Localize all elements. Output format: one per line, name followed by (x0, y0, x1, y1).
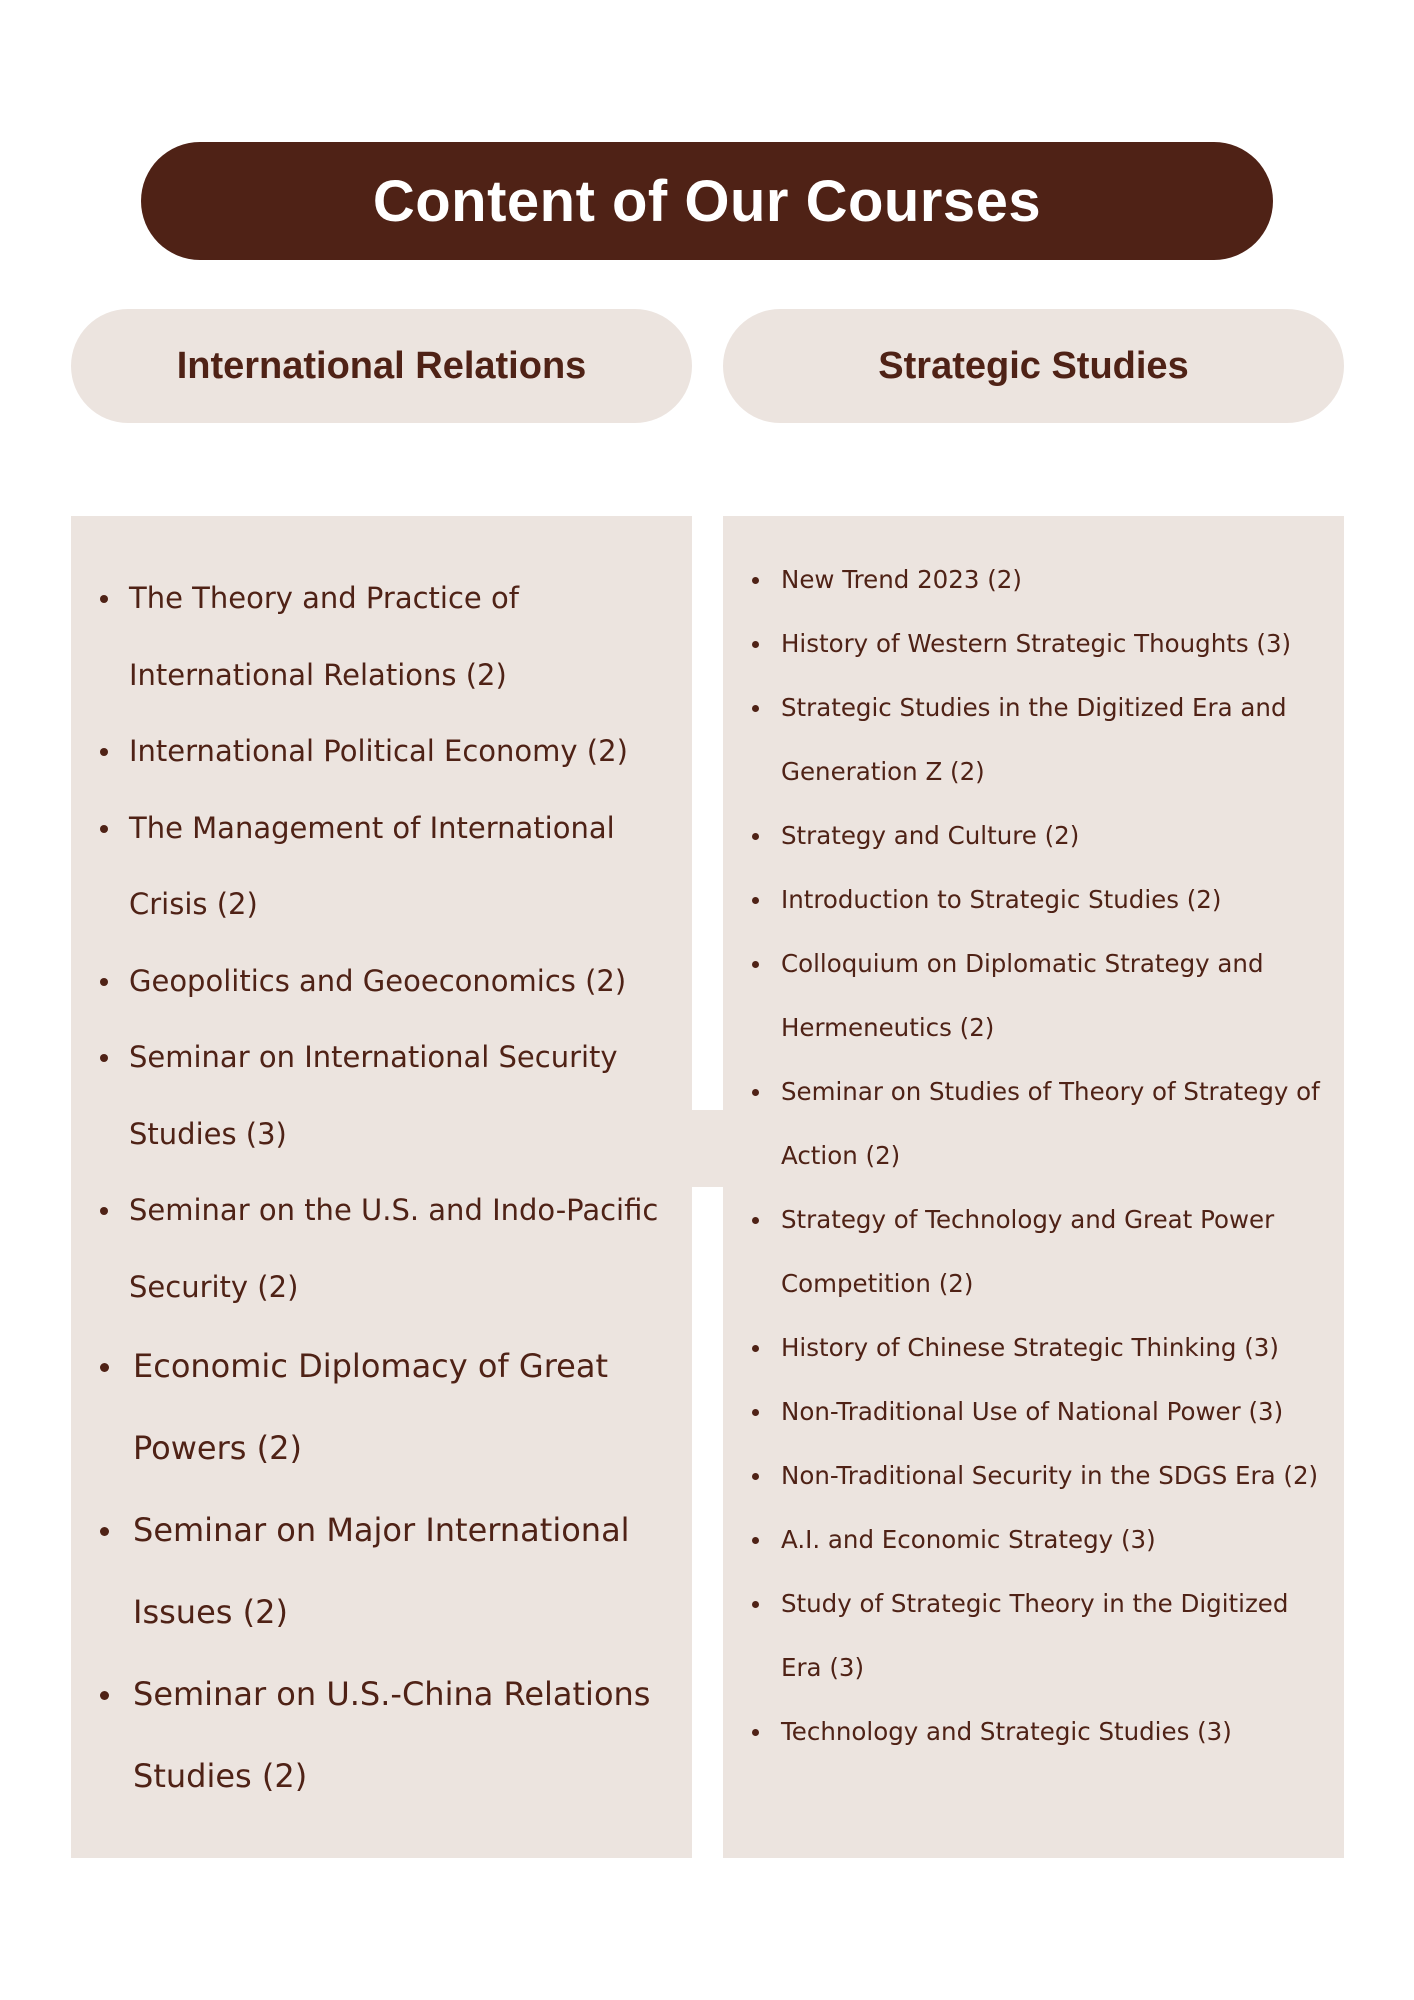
international-relations-course-list (129, 560, 674, 1817)
course-item: The Management of International Crisis (2) (129, 790, 674, 943)
course-item: Non-Traditional Use of National Power (3) (781, 1380, 1326, 1444)
panel-connector (692, 1110, 723, 1187)
title-banner (141, 142, 1273, 260)
column-heading: International Relations (176, 344, 587, 387)
course-item: Geopolitics and Geoeconomics (2) (129, 943, 674, 1020)
course-item: Seminar on U.S.-China Relations Studies (2) (129, 1653, 674, 1817)
course-item: Strategy of Technology and Great Power Competition (2) (781, 1188, 1326, 1316)
course-item: Seminar on the U.S. and Indo-Pacific Security (2) (129, 1172, 674, 1325)
course-item: Study of Strategic Theory in the Digitized Era (3) (781, 1572, 1326, 1700)
course-item: Technology and Strategic Studies (3) (781, 1700, 1326, 1764)
page-title: Content of Our Courses (372, 168, 1042, 234)
course-item: A.I. and Economic Strategy (3) (781, 1508, 1326, 1572)
strategic-studies-panel (723, 516, 1344, 1858)
course-item: The Theory and Practice of International Relations (2) (129, 560, 674, 713)
course-item: Colloquium on Diplomatic Strategy and Hermeneutics (2) (781, 932, 1326, 1060)
column-heading: Strategic Studies (878, 344, 1189, 387)
course-item: New Trend 2023 (2) (781, 548, 1326, 612)
course-item: Seminar on Major International Issues (2) (129, 1489, 674, 1653)
column-header-strategic-studies (723, 309, 1344, 423)
strategic-studies-course-list (781, 548, 1326, 1764)
course-item: Seminar on Studies of Theory of Strategy of Action (2) (781, 1060, 1326, 1188)
international-relations-panel (71, 516, 692, 1858)
course-item: Introduction to Strategic Studies (2) (781, 868, 1326, 932)
column-header-international-relations (71, 309, 692, 423)
course-item: History of Western Strategic Thoughts (3) (781, 612, 1326, 676)
course-item: International Political Economy (2) (129, 713, 674, 790)
course-item: Economic Diplomacy of Great Powers (2) (129, 1325, 674, 1489)
course-item: History of Chinese Strategic Thinking (3) (781, 1316, 1326, 1380)
course-item: Non-Traditional Security in the SDGS Era (2) (781, 1444, 1326, 1508)
course-item: Strategic Studies in the Digitized Era and Generation Z (2) (781, 676, 1326, 804)
course-item: Seminar on International Security Studies (3) (129, 1019, 674, 1172)
course-item: Strategy and Culture (2) (781, 804, 1326, 868)
